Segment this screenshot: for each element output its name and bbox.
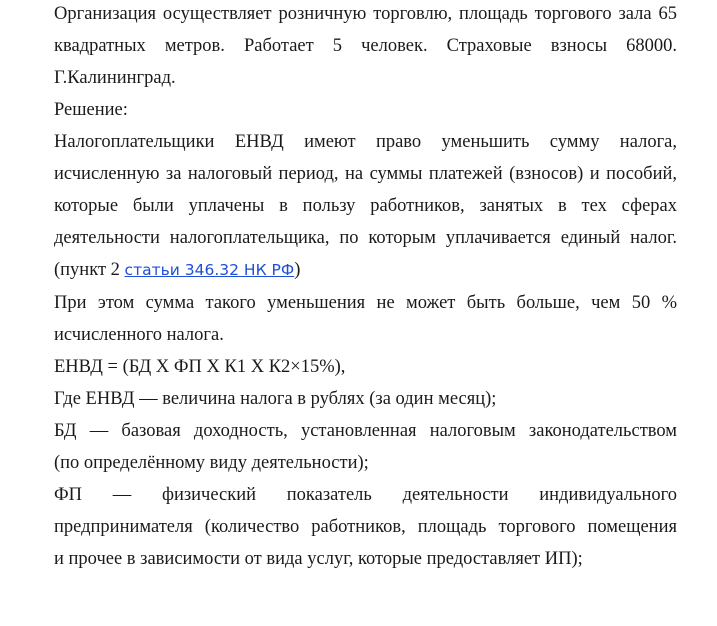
text-line-3: Г.Калининград. bbox=[54, 68, 176, 88]
text-line-15: (по определённому виду деятельности); bbox=[54, 453, 369, 473]
text-line-2: квадратных метров. Работает 5 человек. Страховые взносы 68000. bbox=[54, 36, 677, 56]
text-line-11: исчисленного налога. bbox=[54, 325, 224, 345]
reference-prefix: (пункт 2 bbox=[54, 260, 125, 280]
text-line-1: Организация осуществляет розничную торговлю, площадь торгового зала 65 bbox=[54, 4, 677, 24]
text-line-14: БД — базовая доходность, установленная налоговым законодательством bbox=[54, 421, 677, 441]
text-line-13: Где ЕНВД — величина налога в рублях (за один месяц); bbox=[54, 389, 497, 409]
text-line-9 bbox=[54, 258, 677, 282]
text-line-18: и прочее в зависимости от вида услуг, которые предоставляет ИП); bbox=[54, 549, 583, 569]
reference-suffix: ) bbox=[294, 260, 301, 280]
text-line-8: деятельности налогоплательщика, по которым уплачивается единый налог. bbox=[54, 228, 677, 248]
text-line-16: ФП — физический показатель деятельности индивидуального bbox=[54, 485, 677, 505]
text-line-7: которые были уплачены в пользу работников, занятых в тех сферах bbox=[54, 196, 677, 216]
text-line-5: Налогоплательщики ЕНВД имеют право уменьшить сумму налога, bbox=[54, 132, 677, 152]
text-line-6: исчисленную за налоговый период, на суммы платежей (взносов) и пособий, bbox=[54, 164, 677, 184]
tax-code-article-link[interactable]: статьи 346.32 НК РФ bbox=[124, 261, 295, 279]
text-line-10: При этом сумма такого уменьшения не может быть больше, чем 50 % bbox=[54, 293, 677, 313]
text-line-17: предпринимателя (количество работников, площадь торгового помещения bbox=[54, 517, 677, 537]
solution-heading: Решение: bbox=[54, 100, 128, 120]
formula-line: ЕНВД = (БД Х ФП Х К1 Х К2×15%), bbox=[54, 357, 346, 377]
